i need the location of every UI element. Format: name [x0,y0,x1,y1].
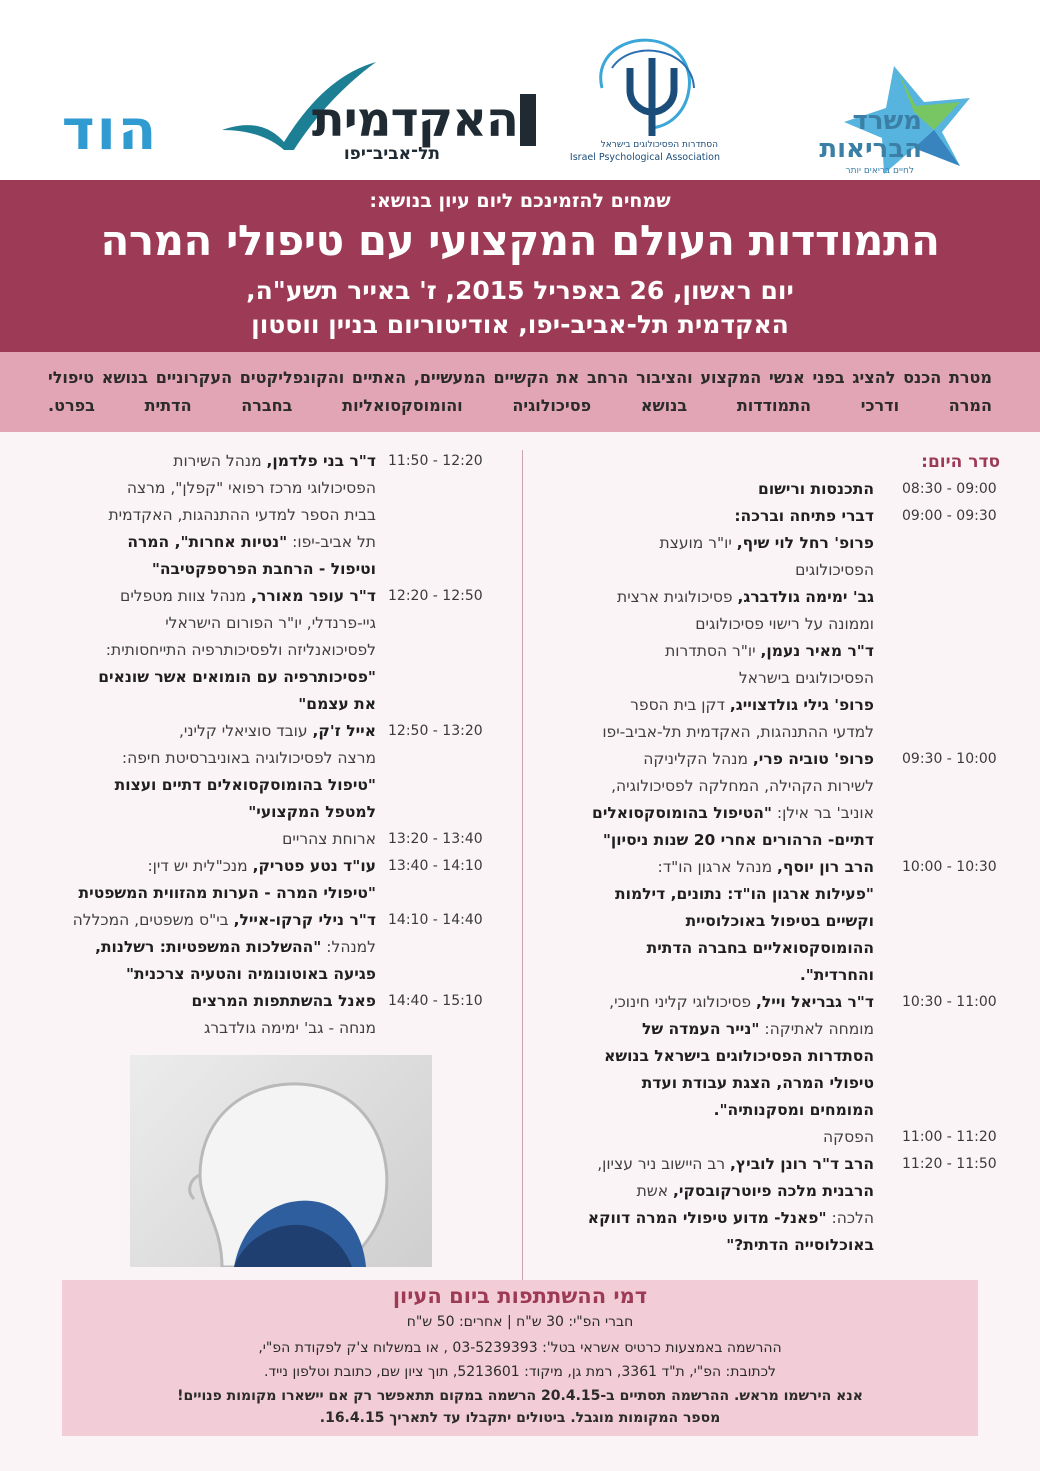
program-column-left [30,448,500,1042]
session-description: ד"ר עופר מאורר, מנהל צוות מטפלים גיי-פרנדלי, יו"ר הפורום הישראלי לפסיכואנליזה ולפסיכותרפיה התייחסותית: "פסיכותרפיה עם הומואים אשר שונאים את עצמם" [98,587,376,713]
schedule-row [540,476,1000,503]
session-time: 14:10 - 14:40 [388,912,483,928]
registration-line-1: ההרשמה באמצעות כרטיס אשראי בטל': 03-5239393 , או במשלוח צ'ק לפקודת הפ"י, [258,1340,782,1356]
schedule-row [540,503,1000,746]
schedule-row [540,746,1000,854]
academic-college-logo [220,60,536,166]
session-time: 12:20 - 12:50 [388,588,483,604]
session-description: פאנל בהשתתפות המרצים מנחה - גב' ימימה גולדברג [191,992,376,1037]
moh-line1: משרד [852,106,922,136]
fees-box [62,1280,978,1436]
session-time: 13:40 - 14:10 [388,858,483,874]
ministry-of-health-logo [764,62,974,178]
schedule-row [30,826,500,853]
event-venue: האקדמית תל-אביב-יפו, אודיטוריום בניין ווסטון [251,310,789,339]
schedule-row [30,448,500,583]
session-time: 14:40 - 15:10 [388,993,483,1009]
fees-prices: חברי הפ"י: 30 ש"ח | אחרים: 50 ש"ח [406,1314,634,1330]
schedule-row [30,988,500,1042]
schedule-row [540,1151,1000,1259]
schedule-row [30,718,500,826]
registration-line-4: מספר המקומות מוגבל. ביטולים יתקבלו עד לתאריך 16.4.15. [319,1410,721,1426]
schedule-row [30,907,500,988]
session-time: 11:50 - 12:20 [388,453,483,469]
session-time: 12:50 - 13:20 [388,723,483,739]
hod-logo: הוד [61,98,159,163]
logo-row [0,0,1040,180]
column-divider [522,450,523,1280]
israel-psychological-association-logo [569,28,722,168]
schedule-row [540,1124,1000,1151]
ipa-hebrew-name: הסתדרות הפסיכולוגים בישראל [600,140,718,150]
ipa-english-name: Israel Psychological Association [569,152,720,163]
session-description: ד"ר בני פלדמן, מנהל השירות הפסיכולוגי מרכז רפואי "קפלן", מרצה בבית הספר למדעי ההתנהגות, האקדמית תל אביב-יפו: "נטיות אחרות", המרה וטיפול - הרחבת הפרספקטיבה" [108,452,376,578]
schedule-row [30,853,500,907]
schedule-row [540,854,1000,989]
session-description: הפסקה [823,1128,874,1146]
session-description: עו"ד נטע פטריק, מנכ"לית יש דין: "טיפולי המרה - הערות מהזווית המשפטית [78,857,376,902]
header-banner [0,180,1040,352]
session-time: 08:30 - 09:00 [902,481,997,497]
program-heading: סדר היום: [921,452,1000,472]
session-description: ד"ר גבריאל וייל, פסיכולוגי קליני חינוכי, מומחה לאתיקה: "נייר העמדה של הסתדרות הפסיכולוגים בישראל בנושא טיפולי המרה, הצגת עבודת ועדת המומחים ומסקנותיה". [604,993,874,1119]
head-silhouette-image [130,1055,432,1267]
registration-line-2: לכתובת: הפ"י, ת"ד 3361, רמת גן, מיקוד: 5213601, תוך ציון שם, כתובת וטלפון נייד. [264,1364,776,1380]
page-title: התמודדות העולם המקצועי עם טיפולי המרה [100,216,940,265]
academic-side-bar [520,94,536,146]
program-column-right [540,476,1000,1259]
session-time: 10:30 - 11:00 [902,994,997,1010]
session-description: ד"ר נילי קרקו-אייל, בי"ס משפטים, המכללה למנהל: "ההשלכות המשפטיות: רשלנות, פגיעה באוטונומיה והטעיה צרכנית" [72,911,376,983]
session-description: הרב רון יוסף, מנהל ארגון הו"ד: "פעילות ארגון הו"ד: נתונים, דילמות וקשיים בטיפול באוכלוסיית ההומוסקסואליים בחברה הדתית והחרדית". [615,858,874,984]
session-description: הרב ד"ר רונן לוביץ, רב היישוב ניר עציון, הרבנית מלכה פיוטרקובסקי, אשת הלכה: "פאנל- מדוע טיפולי המרה דווקא באוכלוסייה הדתית?" [587,1155,874,1254]
session-description: התכנסות ורישום [758,480,874,498]
session-time: 10:00 - 10:30 [902,859,997,875]
session-time: 09:00 - 09:30 [902,508,997,524]
invitation-intro: שמחים להזמינכם ליום עיון בנושא: [369,190,671,212]
session-time: 11:00 - 11:20 [902,1129,997,1145]
aim-text: מטרת הכנס להציג בפני אנשי המקצוע והציבור הרחב את הקשיים המעשיים, האתיים והקונפליקטים העקרוניים בנושא טיפולי המרה ודרכי התמודדות בנושא פסיכולוגיה והומוסקסואליות בחברה הדתית בפרט. [48,368,992,415]
schedule-row [30,583,500,718]
academic-name: האקדמית [311,92,518,148]
session-time: 13:20 - 13:40 [388,831,483,847]
academic-subtitle: תל־אביב־יפו [343,144,440,164]
moh-line2: הבריאות [819,134,922,164]
session-description: אייל ז'ק, עובד סוציאלי קליני, מרצה לפסיכולוגיה באוניברסיטת חיפה: "טיפול בהומוסקסואלים דתיים ועצות למטפל המקצועי" [114,722,376,821]
session-time: 11:20 - 11:50 [902,1156,997,1172]
session-description: דברי פתיחה וברכה: פרופ' רחל לוי שיף, יו"ר מועצת הפסיכולוגים גב' ימימה גולדברג, פסיכולוגית ארצית וממונה על רישוי פסיכולוגים ד"ר מאיר נעמן, יו"ר הסתדרות הפסיכולוגים בישראל פרופ' גילי גולדצוייג, דקן בית הספר למדעי ההתנהגות, האקדמית תל-אביב-יפו [602,507,874,741]
event-date: יום ראשון, 26 באפריל 2015, ז' באייר תשע"ה, [246,276,794,305]
session-description: פרופ' טוביה פרי, מנהל הקליניקה לשירות הקהילה, המחלקה לפסיכולוגיה, אוניב' בר אילן: "הטיפול בהומוסקסואלים דתיים- הרהורים אחרי 20 שנות ניסיון" [592,750,874,849]
registration-line-3: אנא הירשמו מראש. ההרשמה תסתיים ב-20.4.15 הרשמה במקום תתאפשר רק אם יישארו מקומות פנויים! [177,1388,863,1404]
fees-title: דמי ההשתתפות ביום העיון [392,1284,648,1308]
schedule-row [540,989,1000,1124]
session-description: ארוחת צהריים [282,830,376,848]
session-time: 09:30 - 10:00 [902,751,997,767]
moh-tagline: לחיים בריאים יותר [845,166,914,176]
psi-icon [582,28,722,138]
conference-aim [0,352,1040,432]
head-silhouette-icon [130,1055,432,1267]
